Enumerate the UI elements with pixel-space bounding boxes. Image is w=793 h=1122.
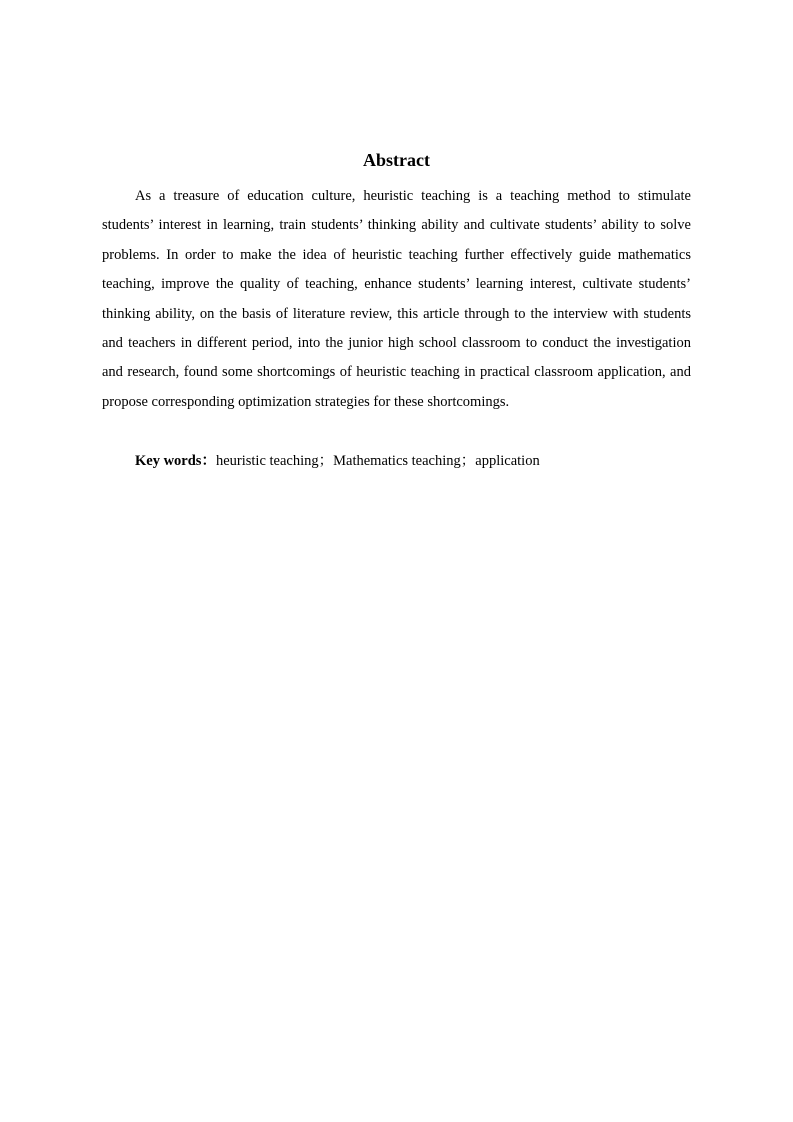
abstract-heading: Abstract [363, 150, 430, 170]
keywords-line [102, 447, 691, 476]
keywords-text: heuristic teaching；Mathematics teaching；application [215, 453, 540, 469]
abstract-paragraph: As a treasure of education culture, heuristic teaching is a teaching method to stimulate students’ interest in learning, train students’ thinking ability and cultivate students’ ability to solve problems. In order to make the idea of heuristic teaching further effectively guide mathematics teaching, improve the quality of teaching, enhance students’ learning interest, cultivate students’ thinking ability, on the basis of literature review, this article through to the interview with students and teachers in different period, into the junior high school classroom to conduct the investigation and research, found some shortcomings of heuristic teaching in practical classroom application, and propose corresponding optimization strategies for these shortcomings. [102, 188, 691, 410]
keywords-label: Key words： [135, 453, 216, 469]
